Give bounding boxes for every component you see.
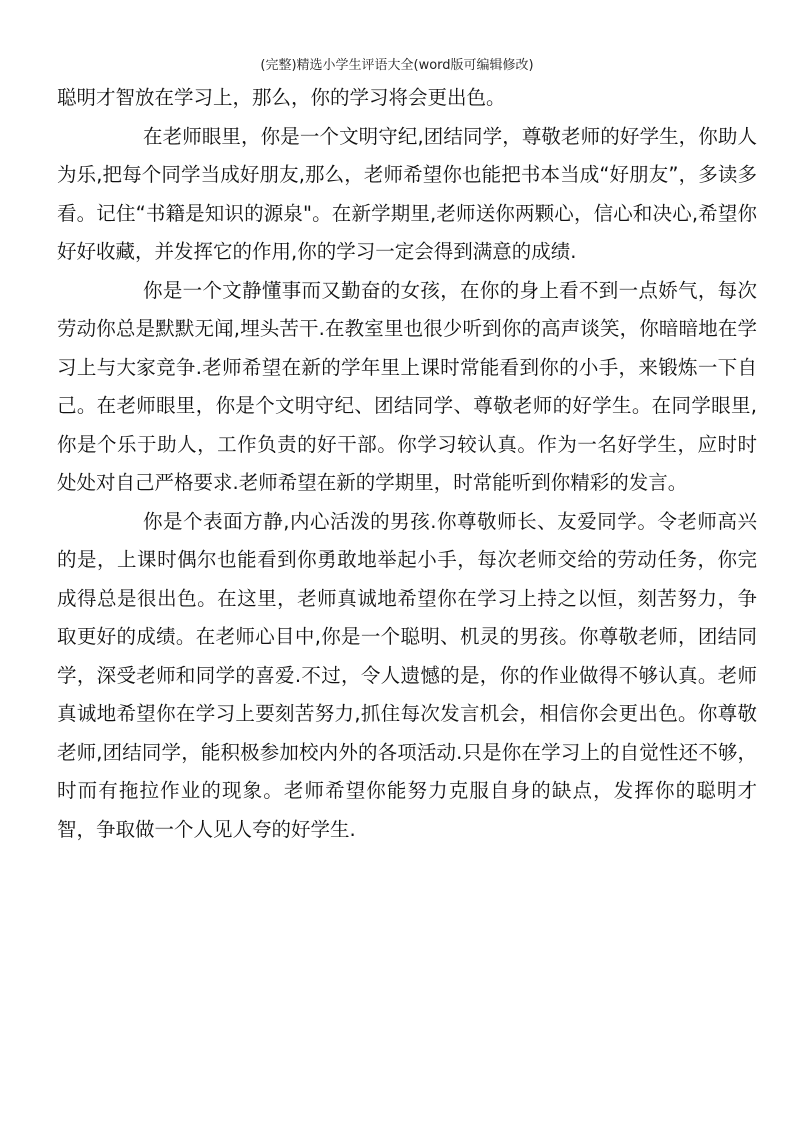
document-body <box>57 79 757 849</box>
paragraph-comment-3: 你是个表面方静,内心活泼的男孩.你尊敬师长、友爱同学。令老师高兴的是，上课时偶尔也能看到你勇敢地举起小手，每次老师交给的劳动任务，你完成得总是很出色。在这里，老师真诚地希望你在学习上持之以恒，刻苦努力，争取更好的成绩。在老师心目中,你是一个聪明、机灵的男孩。你尊敬老师，团结同学，深受老师和同学的喜爱.不过，令人遗憾的是，你的作业做得不够认真。老师真诚地希望你在学习上要刻苦努力,抓住每次发言机会，相信你会更出色。你尊敬老师,团结同学，能积极参加校内外的各项活动.只是你在学习上的自觉性还不够，时而有拖拉作业的现象。老师希望你能努力克服自身的缺点，发挥你的聪明才智，争取做一个人见人夸的好学生. <box>57 509 757 841</box>
page-header: (完整)精选小学生评语大全(word版可编辑修改) <box>260 58 534 73</box>
paragraph-continued: 聪明才智放在学习上，那么，你的学习将会更出色。 <box>57 86 506 109</box>
paragraph-comment-1: 在老师眼里，你是一个文明守纪,团结同学，尊敬老师的好学生，你助人为乐,把每个同学当成好朋友,那么，老师希望你也能把书本当成“好朋友”，多读多看。记住“书籍是知识的源泉"。在新学期里,老师送你两颗心，信心和决心,希望你好好收藏，并发挥它的作用,你的学习一定会得到满意的成绩. <box>57 124 757 263</box>
paragraph-comment-2: 你是一个文静懂事而又勤奋的女孩，在你的身上看不到一点娇气，每次劳动你总是默默无闻,埋头苦干.在教室里也很少听到你的高声谈笑，你暗暗地在学习上与大家竞争.老师希望在新的学年里上课时常能看到你的小手，来锻炼一下自己。在老师眼里，你是个文明守纪、团结同学、尊敬老师的好学生。在同学眼里,你是个乐于助人，工作负责的好干部。你学习较认真。作为一名好学生，应时时处处对自己严格要求.老师希望在新的学期里，时常能听到你精彩的发言。 <box>57 278 757 494</box>
